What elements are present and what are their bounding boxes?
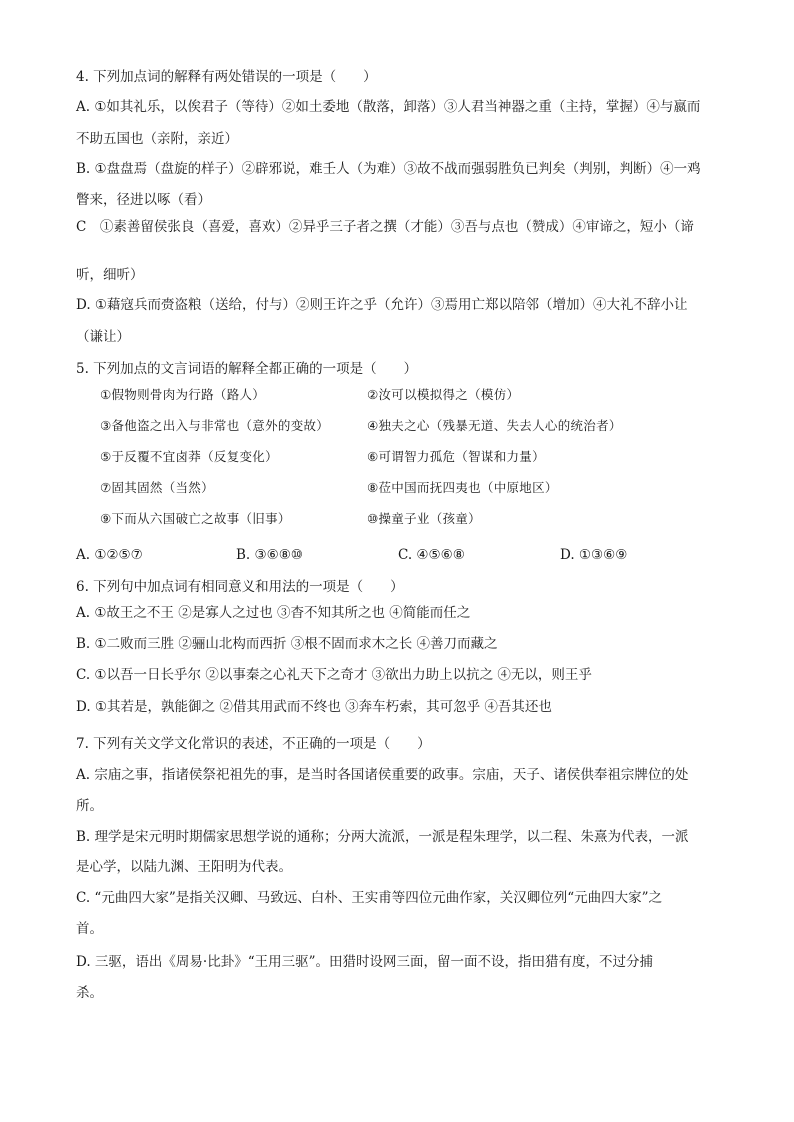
q5-item-3: ③备他盗之出入与非常也（意外的变故） <box>100 418 330 433</box>
q4-option-c-line1: C ①素善留侯张良（喜爱，喜欢）②异乎三子者之撰（才能）③吾与点也（赞成）④审谛之，短小（谛 <box>76 219 694 235</box>
q5-item-2: ②汝可以模拟得之（模仿） <box>367 387 520 402</box>
q6-option-b: B. ①二败而三胜 ②骊山北构而西折 ③根不固而求木之长 ④善刀而藏之 <box>76 636 498 652</box>
q5-item-4: ④独夫之心（残暴无道、失去人心的统治者） <box>367 418 622 433</box>
q4-option-c-line2: 听，细听） <box>76 267 144 283</box>
q5-answer-c: C. ④⑤⑥⑧ <box>398 547 465 563</box>
q7-option-a-line2: 所。 <box>76 798 103 814</box>
q5-stem: 5. 下列加点的文言词语的解释全都正确的一项是（ ） <box>76 361 418 377</box>
q6-stem: 6. 下列句中加点词有相同意义和用法的一项是（ ） <box>76 579 404 595</box>
q7-option-a-line1: A. 宗庙之事，指诸侯祭祀祖先的事，是当时各国诸侯重要的政事。宗庙，天子、诸侯供奉祖宗牌位的处 <box>76 767 689 783</box>
q6-option-c: C. ①以吾一日长乎尔 ②以事秦之心礼天下之奇才 ③欲出力助上以抗之 ④无以，则王乎 <box>76 667 592 683</box>
q7-stem: 7. 下列有关文学文化常识的表述，不正确的一项是（ ） <box>76 736 431 752</box>
q5-answer-d: D. ①③⑥⑨ <box>560 547 628 563</box>
q5-item-5: ⑤于反覆不宜卤莽（反复变化） <box>100 449 278 464</box>
q5-item-7: ⑦固其固然（当然） <box>100 480 214 495</box>
q5-item-8: ⑧莅中国而抚四夷也（中原地区） <box>367 480 558 495</box>
q5-item-1: ①假物则骨肉为行路（路人） <box>100 387 266 402</box>
q6-option-d: D. ①其若是，孰能御之 ②借其用武而不终也 ③奔车朽索，其可忽乎 ④吾其还也 <box>76 699 552 715</box>
q5-item-10: ⑩操童子业（孩童） <box>367 511 481 526</box>
q4-option-d-line2: （谦让） <box>76 329 130 345</box>
q5-item-9: ⑨下而从六国破亡之故事（旧事） <box>100 511 291 526</box>
q7-option-d-line1: D. 三驱，语出《周易·比卦》“王用三驱”。田猎时设网三面，留一面不设，指田猎有度，不过分捕 <box>76 954 654 970</box>
q5-item-6: ⑥可谓智力孤危（智谋和力量） <box>367 449 545 464</box>
q4-option-b-line1: B. ①盘盘焉（盘旋的样子）②辟邪说，难壬人（为难）③故不战而强弱胜负已判矣（判别，判断）④一鸡 <box>76 161 701 177</box>
q7-option-b-line1: B. 理学是宋元明时期儒家思想学说的通称；分两大流派，一派是程朱理学，以二程、朱熹为代表，一派 <box>76 829 689 845</box>
q7-option-c-line1: C. “元曲四大家”是指关汉卿、马致远、白朴、王实甫等四位元曲作家，关汉卿位列“元曲四大家”之 <box>76 890 663 906</box>
q5-answer-b: B. ③⑥⑧⑩ <box>236 547 303 563</box>
q4-option-b-line2: 瞥来，径进以啄（看） <box>76 192 211 208</box>
q7-option-b-line2: 是心学，以陆九渊、王阳明为代表。 <box>76 859 292 875</box>
q5-answer-a: A. ①②⑤⑦ <box>76 547 143 563</box>
q4-stem: 4. 下列加点词的解释有两处错误的一项是（ ） <box>76 69 377 85</box>
q7-option-d-line2: 杀。 <box>76 985 103 1001</box>
q4-option-a-line1: A. ①如其礼乐，以俟君子（等待）②如土委地（散落，卸落）③人君当神器之重（主持，掌握）④与嬴而 <box>76 99 701 115</box>
q6-option-a: A. ①故王之不王 ②是寡人之过也 ③杳不知其所之也 ④简能而任之 <box>76 605 471 621</box>
q7-option-c-line2: 首。 <box>76 921 103 937</box>
q4-option-d-line1: D. ①藉寇兵而赍盗粮（送给，付与）②则王许之乎（允许）③焉用亡郑以陪邻（增加）④大礼不辞小让 <box>76 297 688 313</box>
q4-option-a-line2: 不助五国也（亲附，亲近） <box>76 131 238 147</box>
